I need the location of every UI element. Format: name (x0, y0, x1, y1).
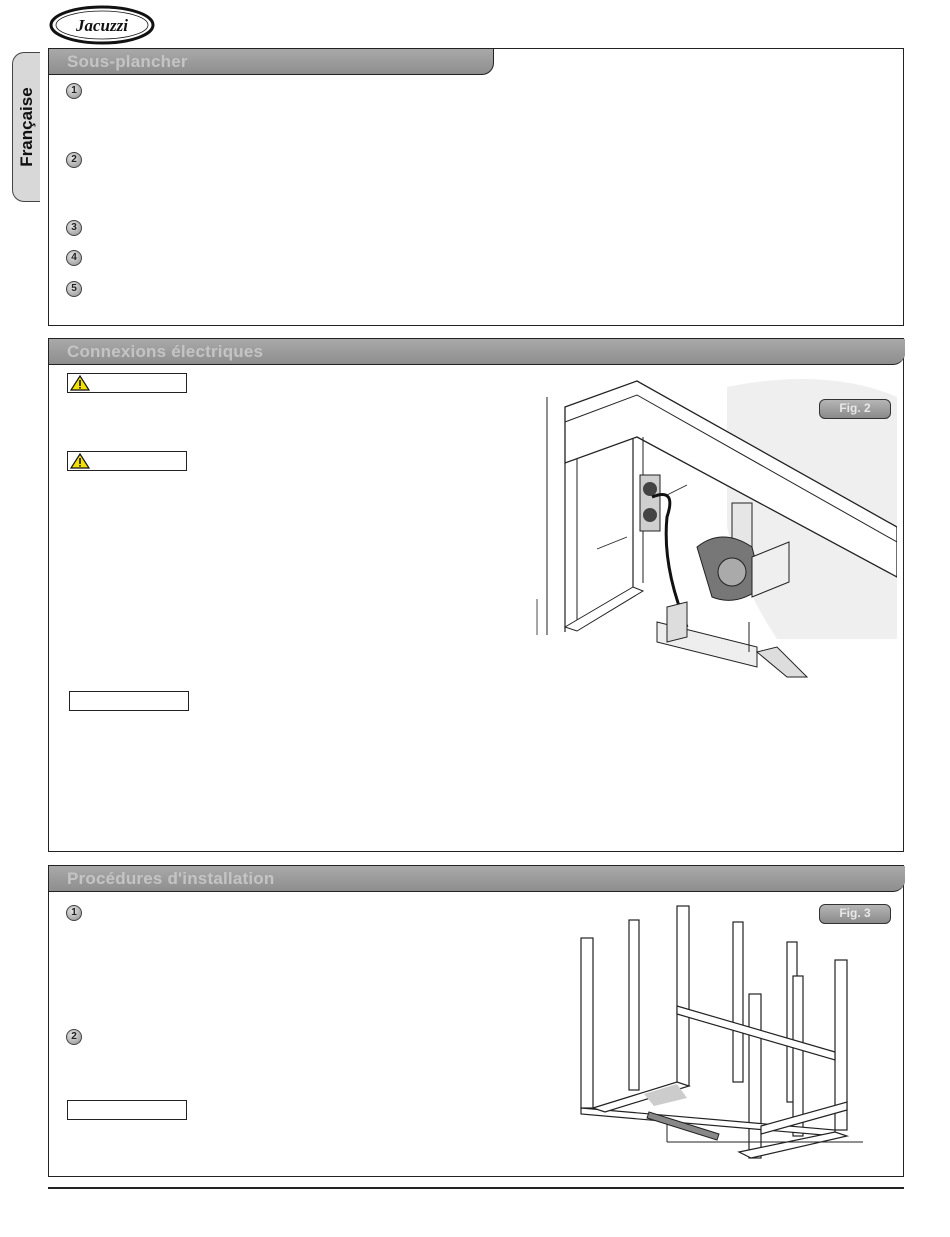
warning-triangle-icon (70, 375, 90, 391)
figure-label: Fig. 2 (819, 399, 891, 419)
step-number: 3 (66, 220, 82, 236)
warning-triangle-icon (70, 453, 90, 469)
note-box (69, 691, 189, 711)
language-tab-label: Française (16, 87, 36, 167)
warning-box (67, 451, 187, 471)
section-subfloor-title: Sous-plancher (67, 52, 188, 71)
step-number: 5 (66, 281, 82, 297)
step-number: 2 (66, 1029, 82, 1045)
note-box (67, 1100, 187, 1120)
step-number: 1 (66, 83, 82, 99)
section-install-header (49, 866, 905, 892)
figure-2-illustration (527, 377, 897, 707)
warning-box (67, 373, 187, 393)
section-electrical-header (49, 339, 905, 365)
step-number: 4 (66, 250, 82, 266)
figure-label: Fig. 3 (819, 904, 891, 924)
figure-3-illustration (569, 902, 899, 1162)
language-tab[interactable] (12, 52, 40, 202)
logo-text: Jacuzzi (76, 16, 128, 35)
section-electrical-title: Connexions électriques (67, 342, 264, 361)
section-subfloor-header (49, 49, 494, 75)
step-number: 2 (66, 152, 82, 168)
section-install-title: Procédures d'installation (67, 869, 275, 888)
section-subfloor (48, 48, 904, 326)
section-install (48, 865, 904, 1177)
section-electrical (48, 338, 904, 852)
step-number: 1 (66, 905, 82, 921)
jacuzzi-logo (48, 4, 156, 46)
footer-divider (48, 1187, 904, 1189)
